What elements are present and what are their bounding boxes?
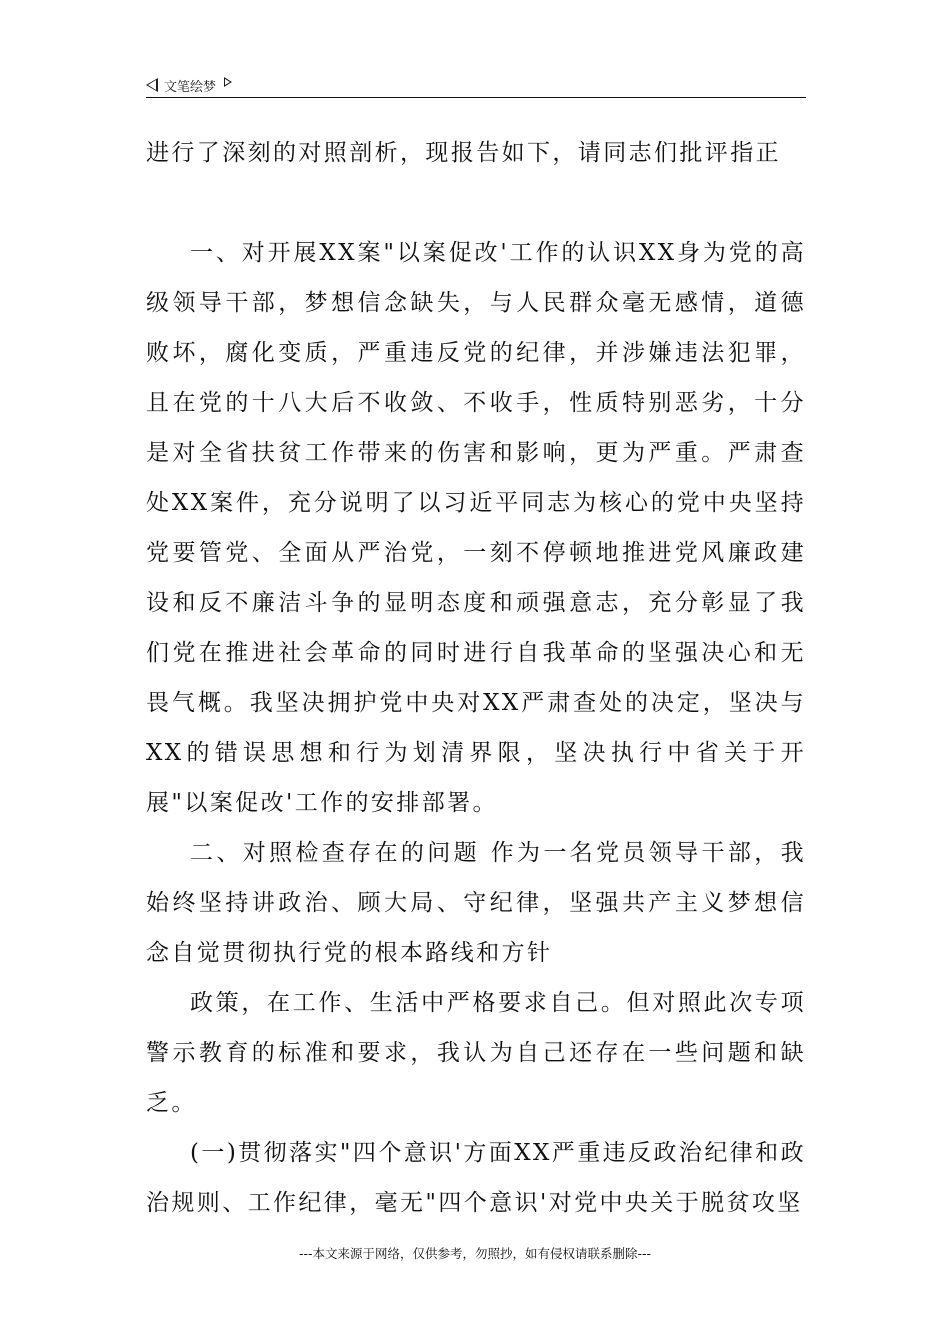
header-divider (146, 97, 806, 98)
triangle-left-icon (146, 78, 158, 92)
paragraph-section-one: 一、对开展XX案"以案促改'工作的认识XX身为党的高级领导干部，梦想信念缺失，与人民群众毫无感情，道德败坏，腐化变质，严重违反党的纪律，并涉嫌违法犯罪，且在党的十八大后不收敛、不收手，性质特别恶劣，十分是对全省扶贫工作带来的伤害和影响，更为严重。严肃查处XX案件，充分说明了以习近平同志为核心的党中央坚持党要管党、全面从严治党，一刻不停顿地推进党风廉政建设和反不廉洁斗争的显明态度和顽强意志，充分彰显了我们党在推进社会革命的同时进行自我革命的坚强决心和无畏气概。我坚决拥护党中央对XX严肃查处的决定，坚决与XX的错误思想和行为划清界限，坚决执行中省关于开展"以案促改'工作的安排部署。 (146, 240, 806, 816)
document-body (146, 128, 806, 1228)
page-header (146, 73, 806, 97)
paragraph-section-two: 二、对照检查存在的问题 作为一名党员领导干部，我始终坚持讲政治、顾大局、守纪律，坚强共产主义梦想信念自觉贯彻执行党的根本路线和方针 (146, 840, 806, 966)
header-title: 文笔绘梦 (164, 79, 217, 95)
page-footer-disclaimer: ---本文来源于网络，仅供参考，勿照抄，如有侵权请联系删除--- (298, 1246, 652, 1261)
paragraph-intro: 进行了深刻的对照剖析，现报告如下，请同志们批评指正 (146, 140, 781, 166)
paragraph-section-two-continued: 政策，在工作、生活中严格要求自己。但对照此次专项警示教育的标准和要求，我认为自己还存在一些问题和缺乏。 (146, 990, 806, 1116)
paragraph-subsection-one: (一)贯彻落实"四个意识'方面XX严重违反政治纪律和政治规则、工作纪律，毫无"四个意识'对党中央关于脱贫攻坚 (146, 1140, 806, 1216)
triangle-right-icon (224, 77, 232, 87)
